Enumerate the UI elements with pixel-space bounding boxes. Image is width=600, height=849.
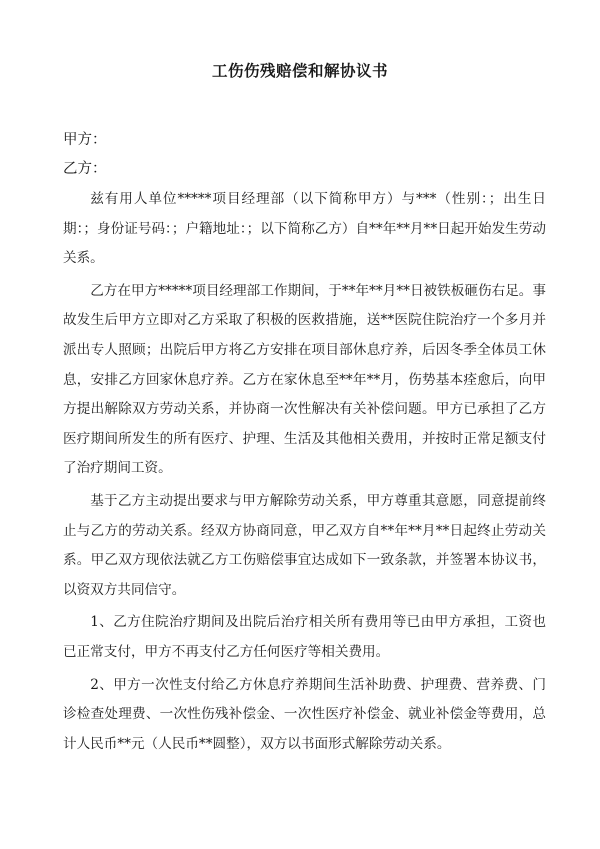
party-a-label: 甲方： [63,132,107,148]
paragraph-labor-relation: 兹有用人单位*****项目经理部（以下简称甲方）与***（性别：；出生日期：；身份证号码：；户籍地址：；以下简称乙方）自**年**月**日起开始发生劳动关系。 [63,191,546,267]
paragraph-injury-details: 乙方在甲方*****项目经理部工作期间，于**年**月**日被铁板砸伤右足。事故发生后甲方立即对乙方采取了积极的医救措施，送**医院住院治疗一个多月并派出专人照顾；出院后甲方将乙方安排在项目部休息疗养，后因冬季全体员工休息，安排乙方回家休息疗养。乙方在家休息至**年**月，伤势基本痊愈后，向甲方提出解除双方劳动关系，并协商一次性解决有关补偿问题。甲方已承担了乙方医疗期间所发生的所有医疗、护理、生活及其他相关费用，并按时正常足额支付了治疗期间工资。 [63,282,546,477]
document-body [63,185,546,759]
document-title: 工伤伤残赔偿和解协议书 [211,61,388,80]
party-b-label: 乙方： [63,161,107,177]
clause-1: 1、乙方住院治疗期间及出院后治疗相关所有费用等已由甲方承担，工资也已正常支付，甲方不再支付乙方任何医疗等相关费用。 [63,614,546,660]
clause-2: 2、甲方一次性支付给乙方休息疗养期间生活补助费、护理费、营养费、门诊检查处理费、一次性伤残补偿金、一次性医疗补偿金、就业补偿金等费用，总计人民币**元（人民币**圆整），双方以书面形式解除劳动关系。 [63,676,546,752]
paragraph-termination-agreement: 基于乙方主动提出要求与甲方解除劳动关系，甲方尊重其意愿，同意提前终止与乙方的劳动关系。经双方协商同意，甲乙双方自**年**月**日起终止劳动关系。甲乙双方现依法就乙方工伤赔偿事宜达成如下一致条款，并签署本协议书，以资双方共同信守。 [63,492,546,598]
